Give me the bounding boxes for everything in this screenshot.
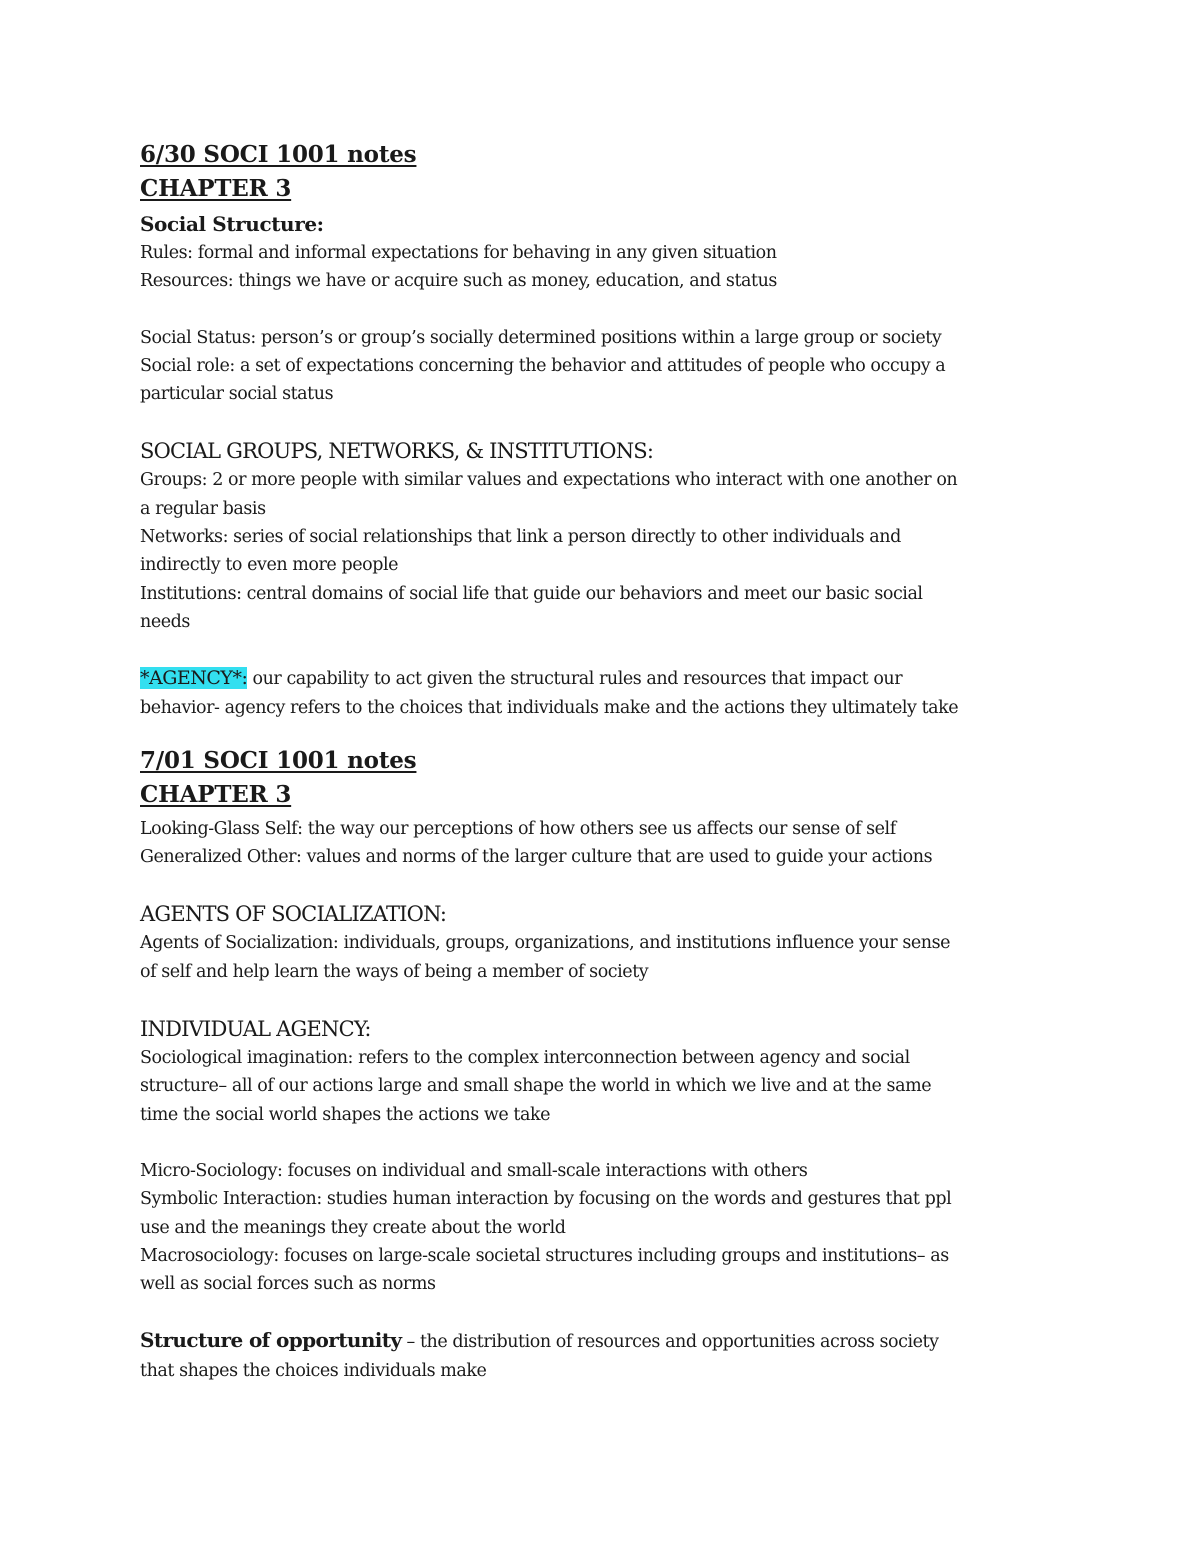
chapter-heading: CHAPTER 3 [140, 175, 292, 202]
networks-line: Networks: series of social relationships that link a person directly to other individuals and [140, 527, 901, 548]
social-role-line-cont: particular social status [140, 384, 334, 405]
agency-highlight: *AGENCY*: [140, 667, 248, 690]
structure-of-opportunity-definition: – the distribution of resources and opportunities across society [401, 1332, 939, 1353]
social-status-line: Social Status: person’s or group’s socially determined positions within a large group or society [140, 327, 942, 348]
structure-of-opportunity-line-cont: that shapes the choices individuals make [140, 1360, 487, 1381]
individual-agency-heading: INDIVIDUAL AGENCY: [140, 1017, 371, 1042]
symbolic-interaction-line-cont: use and the meanings they create about the world [140, 1217, 566, 1238]
groups-networks-heading: SOCIAL GROUPS, NETWORKS, & INSTITUTIONS: [140, 439, 654, 464]
groups-line-cont: a regular basis [140, 498, 266, 519]
symbolic-interaction-line: Symbolic Interaction: studies human interaction by focusing on the words and gestures that ppl [140, 1189, 952, 1210]
looking-glass-line: Looking-Glass Self: the way our perceptions of how others see us affects our sense of self [140, 818, 896, 839]
structure-of-opportunity-label: Structure of opportunity [140, 1328, 402, 1353]
macrosociology-line: Macrosociology: focuses on large-scale societal structures including groups and institutions– as [140, 1245, 949, 1266]
social-role-line: Social role: a set of expectations concerning the behavior and attitudes of people who occupy a [140, 355, 946, 376]
structure-of-opportunity-line [140, 1326, 1070, 1356]
resources-line: Resources: things we have or acquire such as money, education, and status [140, 271, 777, 292]
social-structure-heading: Social Structure: [140, 212, 324, 236]
agency-line-cont: behavior- agency refers to the choices that individuals make and the actions they ultimately take [140, 697, 959, 718]
networks-line-cont: indirectly to even more people [140, 555, 398, 576]
macrosociology-line-cont: well as social forces such as norms [140, 1274, 436, 1295]
agents-heading: AGENTS OF SOCIALIZATION: [140, 902, 447, 927]
generalized-other-line: Generalized Other: values and norms of the larger culture that are used to guide your actions [140, 847, 933, 868]
chapter-heading-2: CHAPTER 3 [140, 780, 292, 808]
micro-sociology-line: Micro-Sociology: focuses on individual and small-scale interactions with others [140, 1160, 808, 1181]
agency-definition: our capability to act given the structural rules and resources that impact our [247, 669, 903, 690]
agents-line: Agents of Socialization: individuals, groups, organizations, and institutions influence your sense [140, 933, 951, 954]
agency-line [140, 664, 1070, 693]
sociological-imagination-line-2: structure– all of our actions large and small shape the world in which we live and at the same [140, 1076, 932, 1097]
groups-line: Groups: 2 or more people with similar values and expectations who interact with one another on [140, 470, 958, 491]
date-heading-6-30: 6/30 SOCI 1001 notes [140, 141, 417, 168]
rules-line: Rules: formal and informal expectations for behaving in any given situation [140, 243, 777, 263]
date-heading-7-01: 7/01 SOCI 1001 notes [140, 746, 417, 774]
sociological-imagination-line-3: time the social world shapes the actions we take [140, 1104, 551, 1125]
agents-line-cont: of self and help learn the ways of being a member of society [140, 961, 649, 982]
institutions-line: Institutions: central domains of social life that guide our behaviors and meet our basic social [140, 583, 923, 604]
sociological-imagination-line: Sociological imagination: refers to the complex interconnection between agency and social [140, 1048, 910, 1069]
notes-document [140, 138, 1070, 1385]
institutions-line-cont: needs [140, 611, 190, 632]
